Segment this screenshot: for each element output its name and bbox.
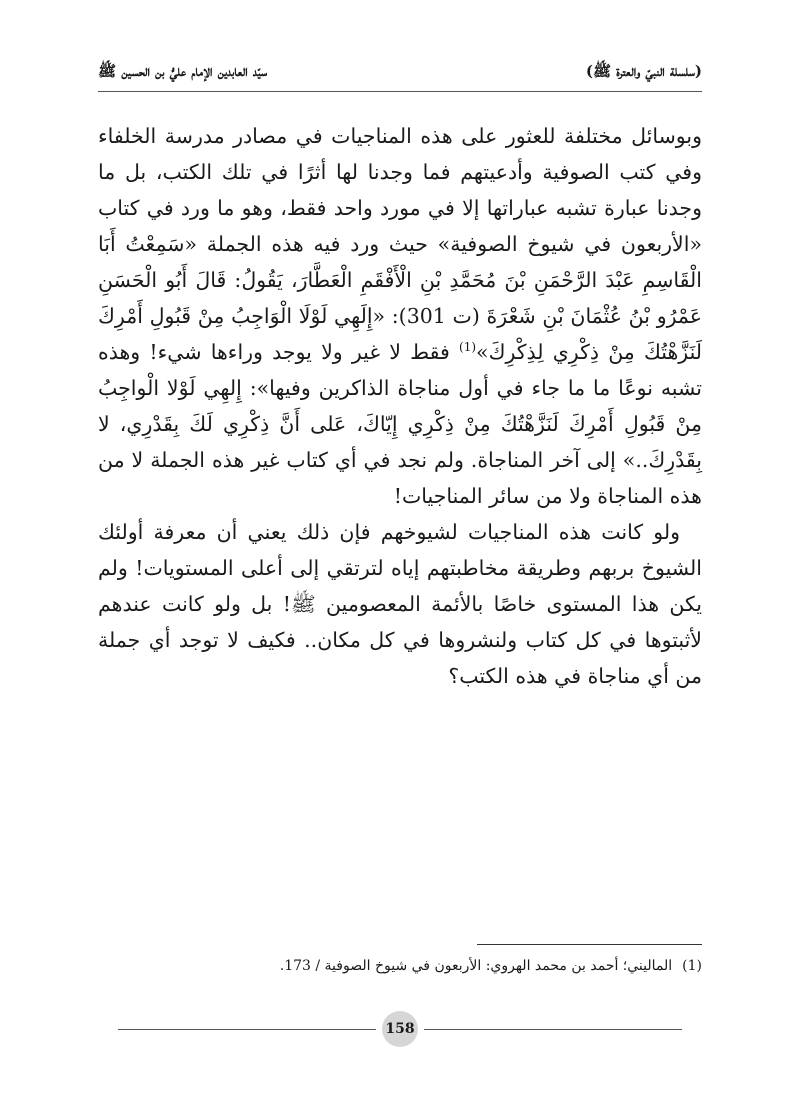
page-number-line-left (118, 1029, 376, 1030)
paragraph-1-text-b: فقط لا غير ولا يوجد وراءها شيء! وهذه تشبه نوعًا ما ما جاء في أول مناجاة الذاكرين وفيها»: إِلهِي لَوْلا الْواجِبُ مِنْ قَبُولِ أَمْرِكَ لَنَزَّهْتُكَ مِنْ ذِكْرِي إِيّاكَ، عَلى أَنَّ ذِكْرِي لَكَ بِقَدْرِي، لا بِقَدْرِكَ..» إلى آخر المناجاة. ولم نجد في أي كتاب غير هذه الجملة لا من هذه المناجاة ولا من سائر المناجيات! (98, 340, 702, 508)
running-header (98, 52, 702, 92)
header-series-title: (سلسلة النبيّ والعترة ﷺ) (585, 62, 702, 80)
paragraph-1 (98, 118, 702, 514)
footnote (98, 955, 702, 977)
footnote-reference: (1) (459, 340, 477, 355)
paragraph-2: ولو كانت هذه المناجيات لشيوخهم فإن ذلك يعني أن معرفة أولئك الشيوخ بربهم وطريقة مخاطبتهم إياه لترتقي إلى أعلى المستويات! ولم يكن هذا المستوى خاصًا بالأئمة المعصومين ﷺ! بل ولو كانت عندهم لأثبتوها في كل كتاب ولنشروها في كل مكان.. فكيف لا توجد أي جملة من أي مناجاة في هذه الكتب؟ (98, 520, 702, 688)
page-number-line-right (424, 1029, 682, 1030)
page-number: 158 (382, 1011, 418, 1047)
footnote-text: الماليني؛ أحمد بن محمد الهروي: الأربعون في شيوخ الصوفية / 173. (279, 958, 673, 974)
footnote-number: (1) (682, 958, 702, 974)
header-book-title: سيّد العابدين الإمام عليُّ بن الحسين ﷺ (98, 62, 268, 80)
main-text (98, 118, 702, 694)
paragraph-1-text-a: وبوسائل مختلفة للعثور على هذه المناجيات في مصادر مدرسة الخلفاء وفي كتب الصوفية وأدعيتهم فما وجدنا لها أثرًا في تلك الكتب، بل ما وجدنا عبارة تشبه عباراتها إلا في مورد واحد فقط، وهو ما ورد في كتاب «الأربعون في شيوخ الصوفية» حيث ورد فيه هذه الجملة «سَمِعْتُ أَبَا الْقَاسِمِ عَبْدَ الرَّحْمَنِ بْنَ مُحَمَّدِ بْنِ الْأَفْقَمِ الْعَطَّارَ، يَقُولُ: قَالَ أَبُو الْحَسَنِ عَمْرُو بْنُ عُثْمَانَ بْنِ شَعْرَةَ (ت 301): «إِلَهِي لَوْلَا الْوَاجِبُ مِنْ قَبُولِ أَمْرِكَ لَنَزَّهْتُكَ مِنْ ذِكْرِي لِذِكْرِكَ» (98, 124, 702, 364)
footnote-divider (477, 944, 702, 945)
header-divider (98, 91, 702, 92)
